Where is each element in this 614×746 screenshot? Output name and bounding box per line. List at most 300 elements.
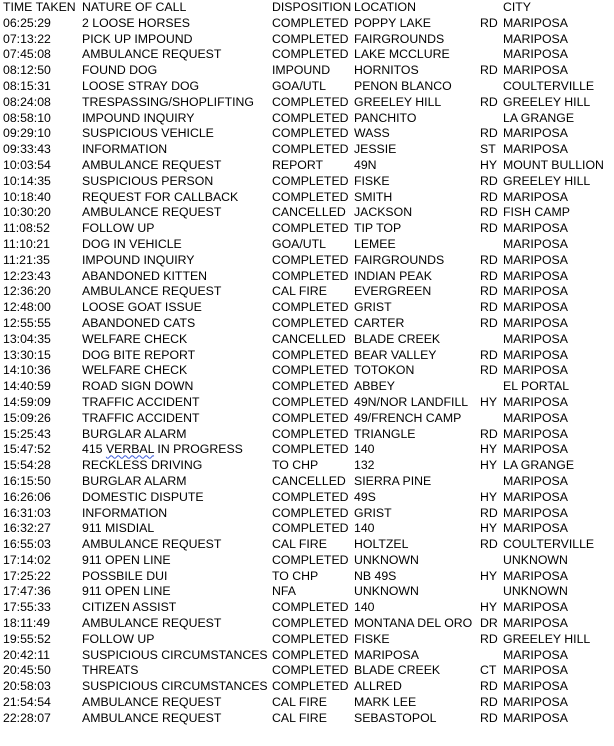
table-row: [0, 284, 614, 300]
disposition-cell: COMPLETED: [272, 426, 349, 441]
disposition-cell: CAL FIRE: [272, 537, 327, 552]
disposition-cell: COMPLETED: [272, 647, 349, 662]
nature-cell: CITIZEN ASSIST: [82, 600, 177, 615]
nature-cell: AMBULANCE REQUEST: [82, 205, 222, 220]
table-row: [0, 474, 614, 490]
location-cell: MARK LEE: [354, 695, 417, 710]
nature-cell: AMBULANCE REQUEST: [82, 710, 222, 725]
city-cell: MARIPOSA: [503, 568, 568, 583]
city-cell: MARIPOSA: [503, 31, 568, 46]
nature-cell: REQUEST FOR CALLBACK: [82, 189, 239, 204]
city-cell: MARIPOSA: [503, 663, 568, 678]
city-cell: UNKNOWN: [503, 552, 568, 567]
nature-cell: [82, 442, 243, 458]
street-suffix-cell: RD: [480, 221, 498, 236]
disposition-cell: COMPLETED: [272, 442, 349, 457]
nature-cell: BURGLAR ALARM: [82, 426, 187, 441]
table-row: [0, 648, 614, 664]
nature-cell: PICK UP IMPOUND: [82, 31, 193, 46]
street-suffix-cell: HY: [480, 521, 498, 536]
table-row: [0, 632, 614, 648]
city-cell: MARIPOSA: [503, 710, 568, 725]
location-cell: 140: [354, 600, 375, 615]
disposition-cell: COMPLETED: [272, 300, 349, 315]
time-cell: 08:12:50: [3, 63, 51, 78]
nature-cell: AMBULANCE REQUEST: [82, 284, 222, 299]
time-cell: 07:13:22: [3, 31, 51, 46]
street-suffix-cell: HY: [480, 600, 498, 615]
disposition-cell: COMPLETED: [272, 315, 349, 330]
city-cell: LA GRANGE: [503, 458, 575, 473]
time-cell: 16:55:03: [3, 537, 51, 552]
table-row: [0, 348, 614, 364]
time-cell: 15:09:26: [3, 410, 51, 425]
city-cell: COULTERVILLE: [503, 537, 595, 552]
time-cell: 14:40:59: [3, 379, 51, 394]
nature-cell: TRAFFIC ACCIDENT: [82, 394, 200, 409]
disposition-cell: TO CHP: [272, 458, 319, 473]
location-cell: UNKNOWN: [354, 552, 419, 567]
header-nature: NATURE OF CALL: [82, 0, 187, 14]
location-cell: 49S: [354, 489, 376, 504]
location-cell: SIERRA PINE: [354, 473, 432, 488]
time-cell: 08:58:10: [3, 110, 51, 125]
disposition-cell: COMPLETED: [272, 631, 349, 646]
city-cell: MARIPOSA: [503, 252, 568, 267]
location-cell: CARTER: [354, 315, 405, 330]
street-suffix-cell: RD: [480, 63, 498, 78]
location-cell: HORNITOS: [354, 63, 419, 78]
table-row: [0, 332, 614, 348]
disposition-cell: COMPLETED: [272, 363, 349, 378]
header-time: TIME TAKEN: [3, 0, 76, 14]
street-suffix-cell: HY: [480, 568, 498, 583]
disposition-cell: COMPLETED: [272, 189, 349, 204]
disposition-cell: COMPLETED: [272, 616, 349, 631]
time-cell: 20:42:11: [3, 647, 50, 662]
nature-cell: TRESPASSING/SHOPLIFTING: [82, 94, 254, 109]
time-cell: 12:23:43: [3, 268, 51, 283]
table-row: [0, 205, 614, 221]
time-cell: 13:30:15: [3, 347, 51, 362]
table-row: [0, 679, 614, 695]
table-row: [0, 521, 614, 537]
disposition-cell: CANCELLED: [272, 331, 346, 346]
time-cell: 16:26:06: [3, 489, 51, 504]
nature-cell: AMBULANCE REQUEST: [82, 616, 222, 631]
table-row: [0, 711, 614, 727]
street-suffix-cell: RD: [480, 189, 498, 204]
location-cell: TIP TOP: [354, 221, 402, 236]
disposition-cell: CAL FIRE: [272, 284, 327, 299]
table-row: [0, 63, 614, 79]
table-row: [0, 253, 614, 269]
nature-cell: 2 LOOSE HORSES: [82, 15, 190, 30]
time-cell: 16:32:27: [3, 521, 51, 536]
time-cell: 11:08:52: [3, 221, 50, 236]
nature-cell: THREATS: [82, 663, 139, 678]
table-row: [0, 237, 614, 253]
city-cell: GREELEY HILL: [503, 631, 591, 646]
city-cell: MOUNT BULLION: [503, 157, 604, 172]
city-cell: MARIPOSA: [503, 473, 568, 488]
table-row: [0, 174, 614, 190]
street-suffix-cell: HY: [480, 157, 498, 172]
disposition-cell: TO CHP: [272, 568, 319, 583]
table-row: [0, 663, 614, 679]
table-row: [0, 600, 614, 616]
location-cell: 49N: [354, 157, 377, 172]
nature-cell: LOOSE GOAT ISSUE: [82, 300, 202, 315]
location-cell: ALLRED: [354, 679, 402, 694]
time-cell: 12:36:20: [3, 284, 51, 299]
city-cell: MARIPOSA: [503, 647, 568, 662]
disposition-cell: COMPLETED: [272, 31, 349, 46]
log-rows: [0, 16, 614, 727]
nature-text: 415: [82, 442, 106, 457]
disposition-cell: COMPLETED: [272, 679, 349, 694]
location-cell: 49/FRENCH CAMP: [354, 410, 462, 425]
city-cell: MARIPOSA: [503, 442, 568, 457]
nature-cell: ABANDONED CATS: [82, 315, 196, 330]
street-suffix-cell: ST: [480, 142, 496, 157]
nature-cell: DOG IN VEHICLE: [82, 236, 182, 251]
city-cell: MARIPOSA: [503, 505, 568, 520]
table-row: [0, 142, 614, 158]
time-cell: 15:54:28: [3, 458, 51, 473]
header-disposition: DISPOSITION: [272, 0, 352, 14]
table-row: [0, 584, 614, 600]
time-cell: 16:31:03: [3, 505, 51, 520]
time-cell: 12:55:55: [3, 315, 51, 330]
disposition-cell: CANCELLED: [272, 473, 346, 488]
table-row: [0, 190, 614, 206]
disposition-cell: CAL FIRE: [272, 710, 327, 725]
location-cell: FAIRGROUNDS: [354, 31, 445, 46]
nature-cell: FOLLOW UP: [82, 221, 155, 236]
street-suffix-cell: RD: [480, 268, 498, 283]
disposition-cell: COMPLETED: [272, 552, 349, 567]
location-cell: SMITH: [354, 189, 393, 204]
table-row: [0, 300, 614, 316]
disposition-cell: COMPLETED: [272, 126, 349, 141]
nature-cell: ABANDONED KITTEN: [82, 268, 208, 283]
disposition-cell: REPORT: [272, 157, 324, 172]
street-suffix-cell: RD: [480, 426, 498, 441]
street-suffix-cell: RD: [480, 173, 498, 188]
nature-cell: BURGLAR ALARM: [82, 473, 187, 488]
street-suffix-cell: RD: [480, 252, 498, 267]
street-suffix-cell: HY: [480, 442, 498, 457]
city-cell: MARIPOSA: [503, 284, 568, 299]
city-cell: MARIPOSA: [503, 600, 568, 615]
street-suffix-cell: HY: [480, 458, 498, 473]
nature-cell: 911 MISDIAL: [82, 521, 155, 536]
disposition-cell: COMPLETED: [272, 47, 349, 62]
time-cell: 14:59:09: [3, 394, 51, 409]
disposition-cell: COMPLETED: [272, 142, 349, 157]
street-suffix-cell: RD: [480, 300, 498, 315]
disposition-cell: COMPLETED: [272, 489, 349, 504]
time-cell: 08:24:08: [3, 94, 51, 109]
nature-cell: SUSPICIOUS PERSON: [82, 173, 214, 188]
city-cell: MARIPOSA: [503, 410, 568, 425]
table-row: [0, 316, 614, 332]
city-cell: MARIPOSA: [503, 126, 568, 141]
disposition-cell: COMPLETED: [272, 410, 349, 425]
time-cell: 20:45:50: [3, 663, 51, 678]
street-suffix-cell: RD: [480, 695, 498, 710]
street-suffix-cell: RD: [480, 94, 498, 109]
street-suffix-cell: RD: [480, 631, 498, 646]
city-cell: MARIPOSA: [503, 221, 568, 236]
table-row: [0, 395, 614, 411]
time-cell: 17:14:02: [3, 552, 51, 567]
table-row: [0, 458, 614, 474]
time-cell: 15:47:52: [3, 442, 51, 457]
location-cell: 49N/NOR LANDFILL: [354, 394, 469, 409]
city-cell: MARIPOSA: [503, 47, 568, 62]
city-cell: MARIPOSA: [503, 521, 568, 536]
street-suffix-cell: RD: [480, 363, 498, 378]
time-cell: 08:15:31: [3, 78, 51, 93]
table-row: [0, 442, 614, 458]
street-suffix-cell: HY: [480, 394, 498, 409]
nature-cell: IMPOUND INQUIRY: [82, 252, 195, 267]
table-row: [0, 16, 614, 32]
nature-text: IN PROGRESS: [154, 442, 243, 457]
location-cell: POPPY LAKE: [354, 15, 432, 30]
table-row: [0, 569, 614, 585]
nature-cell: IMPOUND INQUIRY: [82, 110, 195, 125]
location-cell: SEBASTOPOL: [354, 710, 437, 725]
city-cell: GREELEY HILL: [503, 94, 591, 109]
city-cell: MARIPOSA: [503, 331, 568, 346]
street-suffix-cell: DR: [480, 616, 498, 631]
table-row: [0, 379, 614, 395]
disposition-cell: NFA: [272, 584, 296, 599]
location-cell: PANCHITO: [354, 110, 417, 125]
city-cell: MARIPOSA: [503, 394, 568, 409]
disposition-cell: COMPLETED: [272, 15, 349, 30]
disposition-cell: CANCELLED: [272, 205, 346, 220]
disposition-cell: GOA/UTL: [272, 78, 326, 93]
location-cell: JACKSON: [354, 205, 413, 220]
city-cell: MARIPOSA: [503, 616, 568, 631]
location-cell: BLADE CREEK: [354, 663, 441, 678]
table-row: [0, 411, 614, 427]
location-cell: GREELEY HILL: [354, 94, 442, 109]
location-cell: BEAR VALLEY: [354, 347, 437, 362]
time-cell: 13:04:35: [3, 331, 51, 346]
disposition-cell: COMPLETED: [272, 173, 349, 188]
time-cell: 06:25:29: [3, 15, 51, 30]
nature-cell: AMBULANCE REQUEST: [82, 47, 222, 62]
time-cell: 18:11:49: [3, 616, 50, 631]
table-row: [0, 95, 614, 111]
disposition-cell: COMPLETED: [272, 505, 349, 520]
city-cell: LA GRANGE: [503, 110, 575, 125]
location-cell: NB 49S: [354, 568, 397, 583]
table-row: [0, 79, 614, 95]
disposition-cell: COMPLETED: [272, 600, 349, 615]
location-cell: TOTOKON: [354, 363, 415, 378]
time-cell: 12:48:00: [3, 300, 51, 315]
nature-cell: LOOSE STRAY DOG: [82, 78, 200, 93]
city-cell: MARIPOSA: [503, 236, 568, 251]
time-cell: 11:21:35: [3, 252, 50, 267]
disposition-cell: COMPLETED: [272, 663, 349, 678]
street-suffix-cell: RD: [480, 205, 498, 220]
street-suffix-cell: CT: [480, 663, 497, 678]
city-cell: COULTERVILLE: [503, 78, 595, 93]
nature-cell: SUSPICIOUS CIRCUMSTANCES: [82, 647, 268, 662]
time-cell: 17:25:22: [3, 568, 51, 583]
nature-cell: FOLLOW UP: [82, 631, 155, 646]
nature-cell: WELFARE CHECK: [82, 363, 188, 378]
location-cell: MONTANA DEL ORO: [354, 616, 473, 631]
nature-cell: AMBULANCE REQUEST: [82, 157, 222, 172]
disposition-cell: COMPLETED: [272, 110, 349, 125]
table-row: [0, 553, 614, 569]
time-cell: 22:28:07: [3, 710, 51, 725]
nature-cell: FOUND DOG: [82, 63, 158, 78]
nature-cell: POSSBILE DUI: [82, 568, 168, 583]
time-cell: 17:47:36: [3, 584, 51, 599]
table-row: [0, 32, 614, 48]
time-cell: 10:14:35: [3, 173, 51, 188]
table-row: [0, 126, 614, 142]
time-cell: 15:25:43: [3, 426, 51, 441]
disposition-cell: COMPLETED: [272, 252, 349, 267]
table-row: [0, 111, 614, 127]
time-cell: 20:58:03: [3, 679, 51, 694]
disposition-cell: GOA/UTL: [272, 236, 326, 251]
location-cell: MARIPOSA: [354, 647, 419, 662]
disposition-cell: COMPLETED: [272, 94, 349, 109]
city-cell: MARIPOSA: [503, 268, 568, 283]
time-cell: 19:55:52: [3, 631, 51, 646]
disposition-cell: COMPLETED: [272, 394, 349, 409]
nature-cell: ROAD SIGN DOWN: [82, 379, 194, 394]
time-cell: 10:18:40: [3, 189, 51, 204]
location-cell: UNKNOWN: [354, 584, 419, 599]
location-cell: ABBEY: [354, 379, 396, 394]
street-suffix-cell: RD: [480, 284, 498, 299]
street-suffix-cell: RD: [480, 505, 498, 520]
disposition-cell: COMPLETED: [272, 521, 349, 536]
street-suffix-cell: RD: [480, 710, 498, 725]
city-cell: GREELEY HILL: [503, 173, 591, 188]
location-cell: GRIST: [354, 505, 392, 520]
location-cell: HOLTZEL: [354, 537, 409, 552]
location-cell: TRIANGLE: [354, 426, 416, 441]
table-row: [0, 616, 614, 632]
location-cell: GRIST: [354, 300, 392, 315]
city-cell: MARIPOSA: [503, 489, 568, 504]
nature-cell: DOMESTIC DISPUTE: [82, 489, 204, 504]
city-cell: MARIPOSA: [503, 315, 568, 330]
location-cell: 140: [354, 442, 375, 457]
street-suffix-cell: HY: [480, 489, 498, 504]
nature-cell: 911 OPEN LINE: [82, 584, 171, 599]
city-cell: MARIPOSA: [503, 347, 568, 362]
location-cell: LAKE MCCLURE: [354, 47, 450, 62]
nature-cell: INFORMATION: [82, 505, 168, 520]
table-row: [0, 158, 614, 174]
table-row: [0, 269, 614, 285]
nature-cell: RECKLESS DRIVING: [82, 458, 203, 473]
disposition-cell: COMPLETED: [272, 379, 349, 394]
time-cell: 09:29:10: [3, 126, 51, 141]
nature-cell: TRAFFIC ACCIDENT: [82, 410, 200, 425]
nature-cell: DOG BITE REPORT: [82, 347, 196, 362]
nature-cell: SUSPICIOUS VEHICLE: [82, 126, 214, 141]
city-cell: MARIPOSA: [503, 300, 568, 315]
time-cell: 09:33:43: [3, 142, 51, 157]
city-cell: FISH CAMP: [503, 205, 570, 220]
nature-cell: 911 OPEN LINE: [82, 552, 171, 567]
header-city: CITY: [503, 0, 532, 14]
nature-cell: AMBULANCE REQUEST: [82, 537, 222, 552]
location-cell: 140: [354, 521, 375, 536]
table-row: [0, 537, 614, 553]
city-cell: MARIPOSA: [503, 363, 568, 378]
time-cell: 16:15:50: [3, 473, 51, 488]
location-cell: JESSIE: [354, 142, 397, 157]
city-cell: MARIPOSA: [503, 426, 568, 441]
location-cell: WASS: [354, 126, 390, 141]
table-row: [0, 695, 614, 711]
table-row: [0, 221, 614, 237]
city-cell: MARIPOSA: [503, 15, 568, 30]
nature-cell: AMBULANCE REQUEST: [82, 695, 222, 710]
location-cell: EVERGREEN: [354, 284, 432, 299]
street-suffix-cell: RD: [480, 15, 498, 30]
location-cell: INDIAN PEAK: [354, 268, 432, 283]
street-suffix-cell: RD: [480, 679, 498, 694]
location-cell: LEMEE: [354, 236, 396, 251]
spellcheck-marked-word: VERBAL: [105, 442, 155, 457]
city-cell: MARIPOSA: [503, 679, 568, 694]
location-cell: FISKE: [354, 173, 390, 188]
nature-cell: INFORMATION: [82, 142, 168, 157]
header-location: LOCATION: [354, 0, 416, 14]
table-row: [0, 47, 614, 63]
table-row: [0, 427, 614, 443]
location-cell: PENON BLANCO: [354, 78, 452, 93]
time-cell: 10:30:20: [3, 205, 51, 220]
city-cell: MARIPOSA: [503, 63, 568, 78]
nature-cell: WELFARE CHECK: [82, 331, 188, 346]
time-cell: 11:10:21: [3, 236, 50, 251]
location-cell: FISKE: [354, 631, 390, 646]
time-cell: 14:10:36: [3, 363, 51, 378]
city-cell: UNKNOWN: [503, 584, 568, 599]
time-cell: 21:54:54: [3, 695, 51, 710]
location-cell: BLADE CREEK: [354, 331, 441, 346]
table-row: [0, 363, 614, 379]
city-cell: EL PORTAL: [503, 379, 570, 394]
city-cell: MARIPOSA: [503, 695, 568, 710]
disposition-cell: CAL FIRE: [272, 695, 327, 710]
nature-cell: SUSPICIOUS CIRCUMSTANCES: [82, 679, 268, 694]
location-cell: FAIRGROUNDS: [354, 252, 445, 267]
street-suffix-cell: RD: [480, 537, 498, 552]
street-suffix-cell: RD: [480, 126, 498, 141]
city-cell: MARIPOSA: [503, 142, 568, 157]
location-cell: 132: [354, 458, 375, 473]
